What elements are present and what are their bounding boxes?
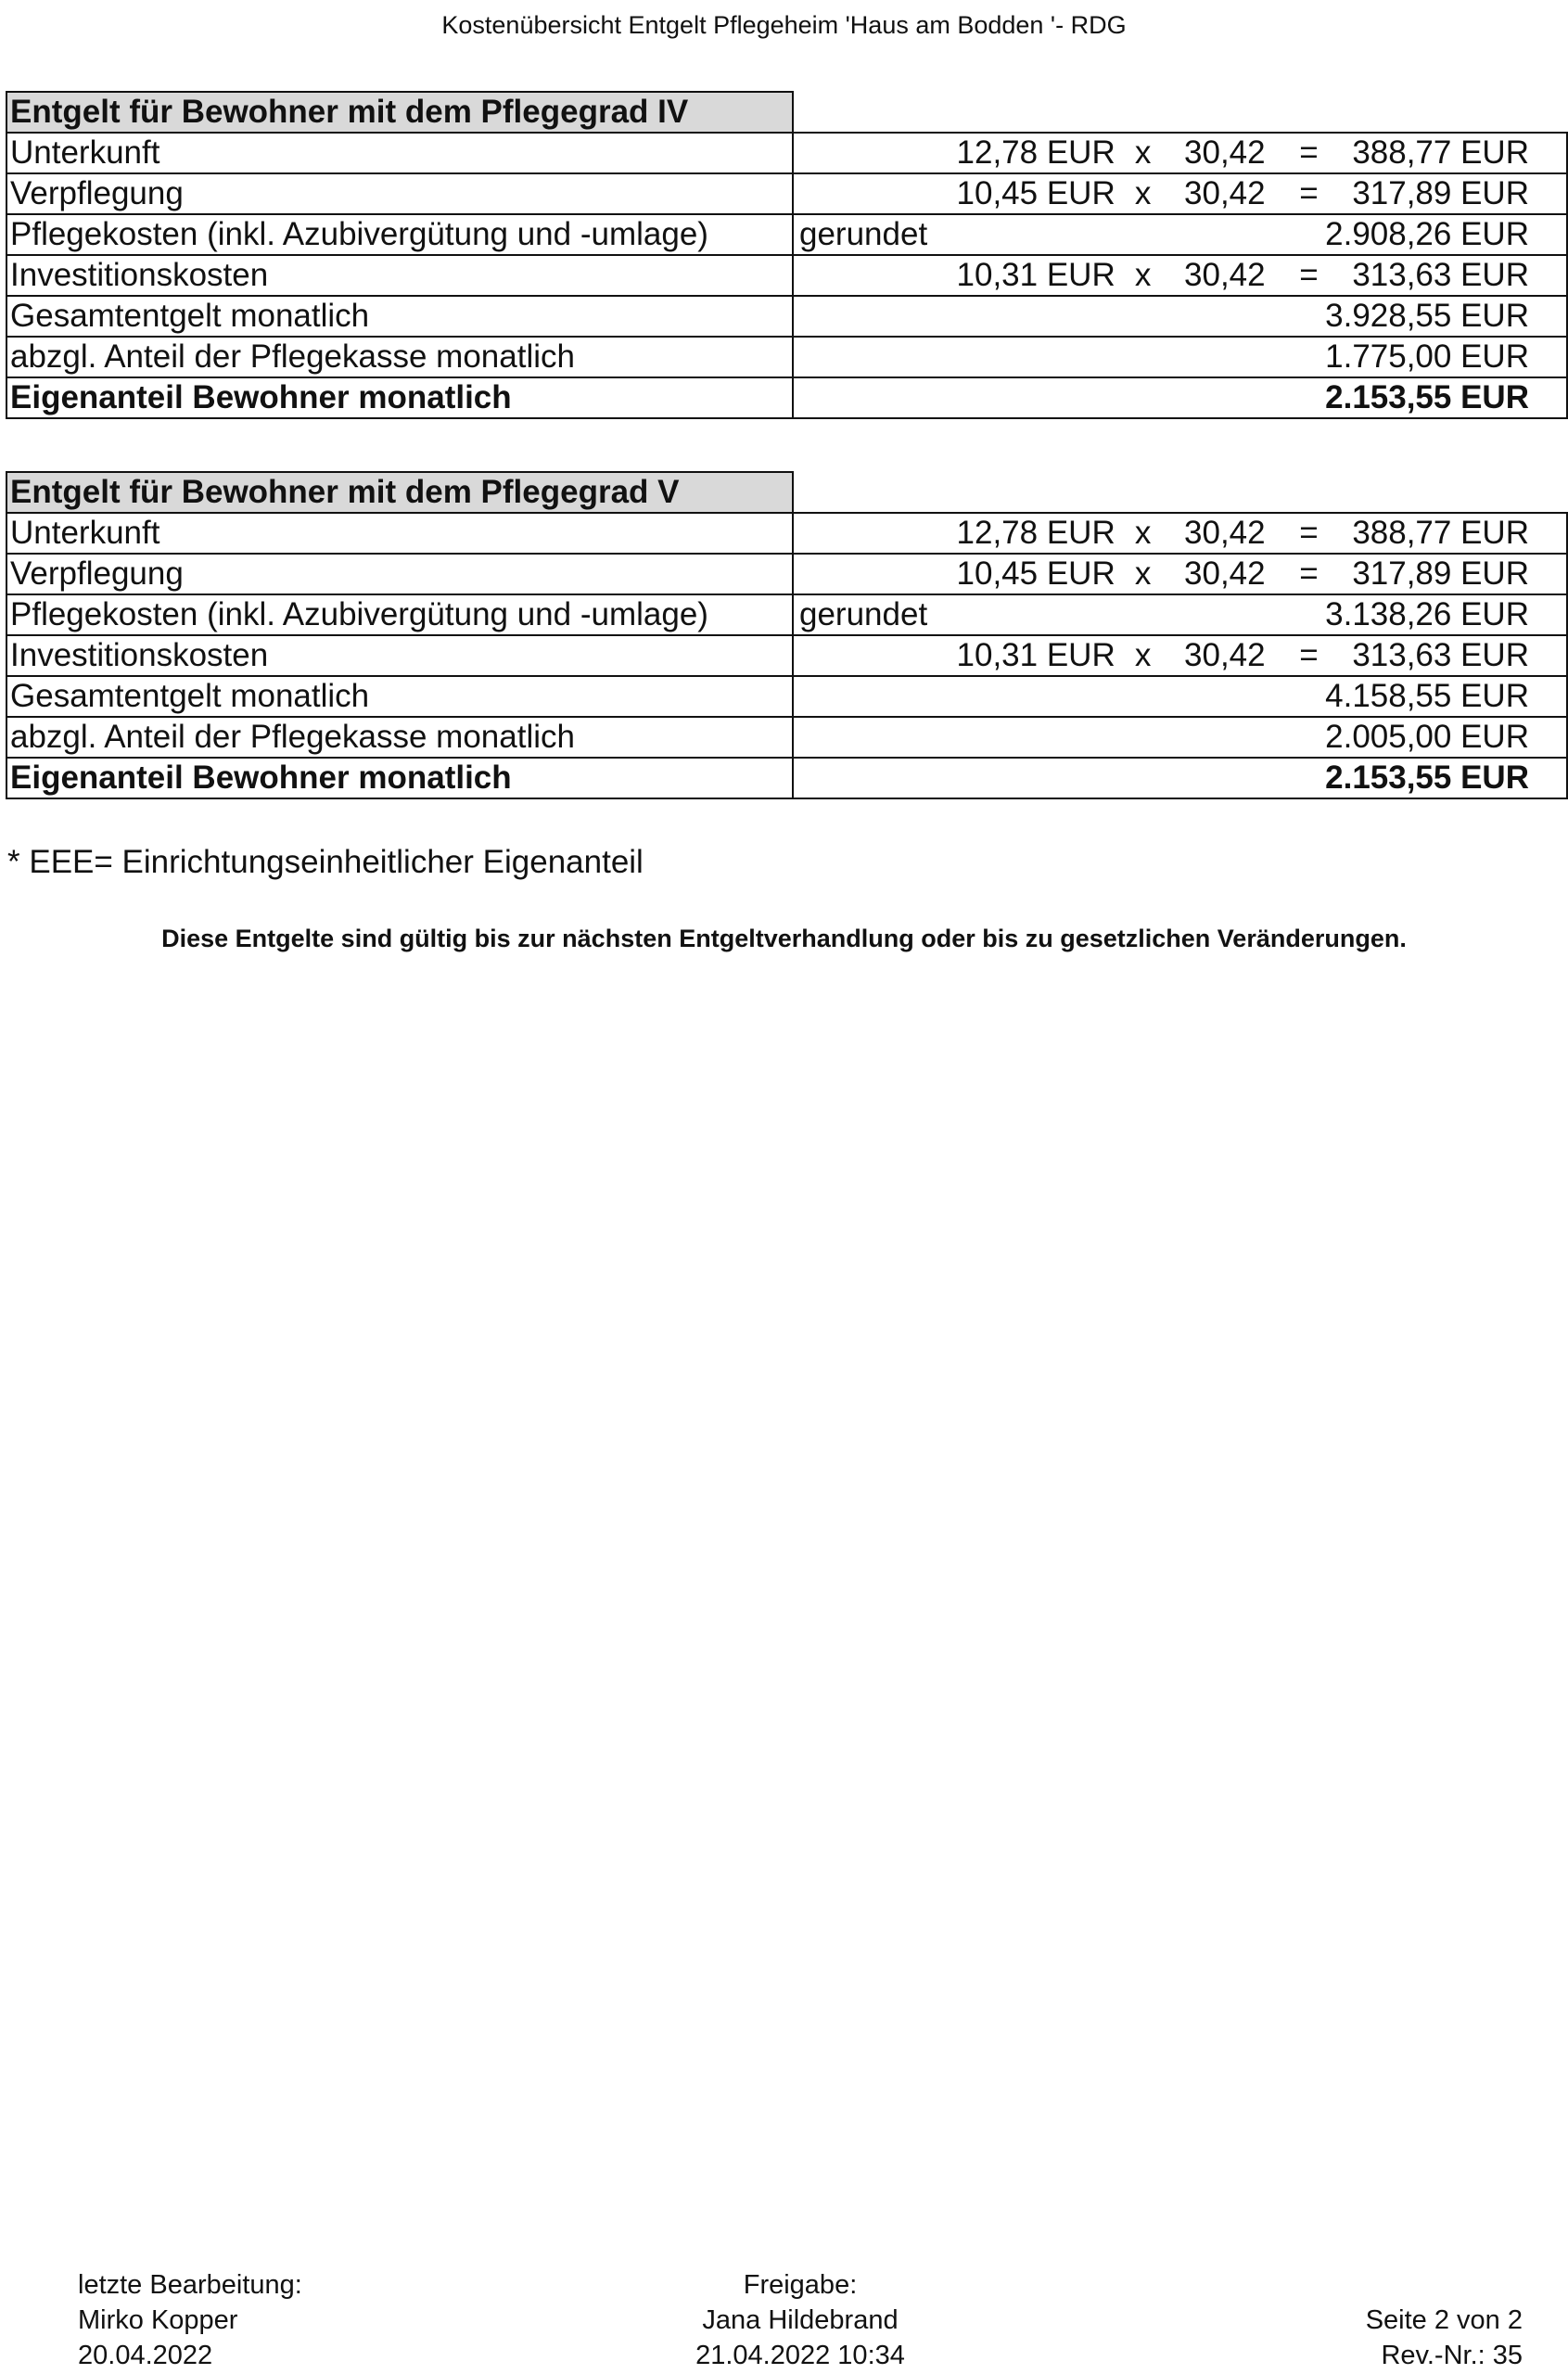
row-label: Gesamtentgelt monatlich bbox=[6, 676, 793, 717]
row-total: 2.153,55 EUR bbox=[1325, 379, 1529, 415]
row-multiply-sign: x bbox=[1134, 637, 1152, 673]
row-total: 388,77 EUR bbox=[1352, 134, 1529, 171]
footer-last-edit bbox=[78, 2267, 302, 2373]
row-daily-price: 12,78 EUR bbox=[956, 134, 1115, 171]
row-multiply-sign: x bbox=[1134, 555, 1152, 592]
row-label: Verpflegung bbox=[6, 173, 793, 214]
row-days: 30,42 bbox=[1184, 134, 1266, 171]
table-heading-row bbox=[6, 92, 1567, 133]
row-multiply-sign: x bbox=[1134, 175, 1152, 211]
table-row bbox=[6, 133, 1567, 173]
footer-approver-name: Jana Hildebrand bbox=[702, 2305, 899, 2335]
row-note: gerundet bbox=[799, 596, 928, 632]
row-multiply-sign: x bbox=[1134, 134, 1152, 171]
row-label: Eigenanteil Bewohner monatlich bbox=[6, 758, 793, 798]
row-daily-price: 10,31 EUR bbox=[956, 257, 1115, 293]
footer-edit-date: 20.04.2022 bbox=[78, 2341, 213, 2370]
row-equals-sign: = bbox=[1299, 637, 1319, 673]
row-days: 30,42 bbox=[1184, 515, 1266, 551]
row-label: Pflegekosten (inkl. Azubivergütung und -umlage) bbox=[6, 214, 793, 255]
row-label: Investitionskosten bbox=[6, 255, 793, 296]
footer-editor-name: Mirko Kopper bbox=[78, 2305, 238, 2335]
table-row-eigenanteil bbox=[6, 758, 1567, 798]
row-total: 317,89 EUR bbox=[1352, 175, 1529, 211]
row-total: 313,63 EUR bbox=[1352, 257, 1529, 293]
row-label: Unterkunft bbox=[6, 513, 793, 554]
row-daily-price: 10,45 EUR bbox=[956, 175, 1115, 211]
row-equals-sign: = bbox=[1299, 134, 1319, 171]
row-total: 2.005,00 EUR bbox=[1325, 719, 1529, 755]
row-label: abzgl. Anteil der Pflegekasse monatlich bbox=[6, 337, 793, 377]
row-multiply-sign: x bbox=[1134, 515, 1152, 551]
row-equals-sign: = bbox=[1299, 515, 1319, 551]
row-daily-price: 10,31 EUR bbox=[956, 637, 1115, 673]
row-days: 30,42 bbox=[1184, 175, 1266, 211]
footer-label: letzte Bearbeitung: bbox=[78, 2270, 302, 2300]
row-multiply-sign: x bbox=[1134, 257, 1152, 293]
table-row bbox=[6, 255, 1567, 296]
table-row bbox=[6, 296, 1567, 337]
row-equals-sign: = bbox=[1299, 175, 1319, 211]
table-row bbox=[6, 173, 1567, 214]
cost-table-pflegegrad-4 bbox=[6, 91, 1568, 419]
row-total: 317,89 EUR bbox=[1352, 555, 1529, 592]
cost-table-pflegegrad-5 bbox=[6, 471, 1568, 799]
row-label: Pflegekosten (inkl. Azubivergütung und -umlage) bbox=[6, 594, 793, 635]
row-total: 1.775,00 EUR bbox=[1325, 338, 1529, 375]
footnote: * EEE= Einrichtungseinheitlicher Eigenanteil bbox=[7, 844, 644, 880]
row-label: Verpflegung bbox=[6, 554, 793, 594]
row-note: gerundet bbox=[799, 216, 928, 252]
row-total: 4.158,55 EUR bbox=[1325, 678, 1529, 714]
row-total: 2.908,26 EUR bbox=[1325, 216, 1529, 252]
table-row bbox=[6, 635, 1567, 676]
table-heading: Entgelt für Bewohner mit dem Pflegegrad IV bbox=[6, 92, 793, 133]
row-total: 3.138,26 EUR bbox=[1325, 596, 1529, 632]
row-days: 30,42 bbox=[1184, 637, 1266, 673]
row-days: 30,42 bbox=[1184, 257, 1266, 293]
table-row bbox=[6, 594, 1567, 635]
table-heading-row bbox=[6, 472, 1567, 513]
table-row bbox=[6, 717, 1567, 758]
footer-label: Freigabe: bbox=[743, 2270, 858, 2300]
footer-approval bbox=[593, 2267, 1007, 2373]
footer-approval-date: 21.04.2022 10:34 bbox=[695, 2341, 905, 2370]
row-label: Investitionskosten bbox=[6, 635, 793, 676]
table-row bbox=[6, 513, 1567, 554]
row-daily-price: 12,78 EUR bbox=[956, 515, 1115, 551]
footer-page-info bbox=[1366, 2267, 1523, 2373]
row-label: Gesamtentgelt monatlich bbox=[6, 296, 793, 337]
row-total: 3.928,55 EUR bbox=[1325, 298, 1529, 334]
row-total: 388,77 EUR bbox=[1352, 515, 1529, 551]
table-row bbox=[6, 214, 1567, 255]
table-row bbox=[6, 554, 1567, 594]
row-days: 30,42 bbox=[1184, 555, 1266, 592]
row-label: Eigenanteil Bewohner monatlich bbox=[6, 377, 793, 418]
row-equals-sign: = bbox=[1299, 257, 1319, 293]
row-total: 313,63 EUR bbox=[1352, 637, 1529, 673]
revision-number: Rev.-Nr.: 35 bbox=[1381, 2341, 1523, 2370]
row-daily-price: 10,45 EUR bbox=[956, 555, 1115, 592]
row-equals-sign: = bbox=[1299, 555, 1319, 592]
row-total: 2.153,55 EUR bbox=[1325, 759, 1529, 796]
table-row-eigenanteil bbox=[6, 377, 1567, 418]
validity-note: Diese Entgelte sind gültig bis zur nächsten Entgeltverhandlung oder bis zu gesetzlichen Veränderungen. bbox=[161, 925, 1407, 952]
row-label: Unterkunft bbox=[6, 133, 793, 173]
page-header-title: Kostenübersicht Entgelt Pflegeheim 'Haus am Bodden '- RDG bbox=[441, 11, 1127, 39]
table-row bbox=[6, 337, 1567, 377]
table-row bbox=[6, 676, 1567, 717]
page-number: Seite 2 von 2 bbox=[1365, 2305, 1523, 2335]
row-label: abzgl. Anteil der Pflegekasse monatlich bbox=[6, 717, 793, 758]
table-heading: Entgelt für Bewohner mit dem Pflegegrad V bbox=[6, 472, 793, 513]
